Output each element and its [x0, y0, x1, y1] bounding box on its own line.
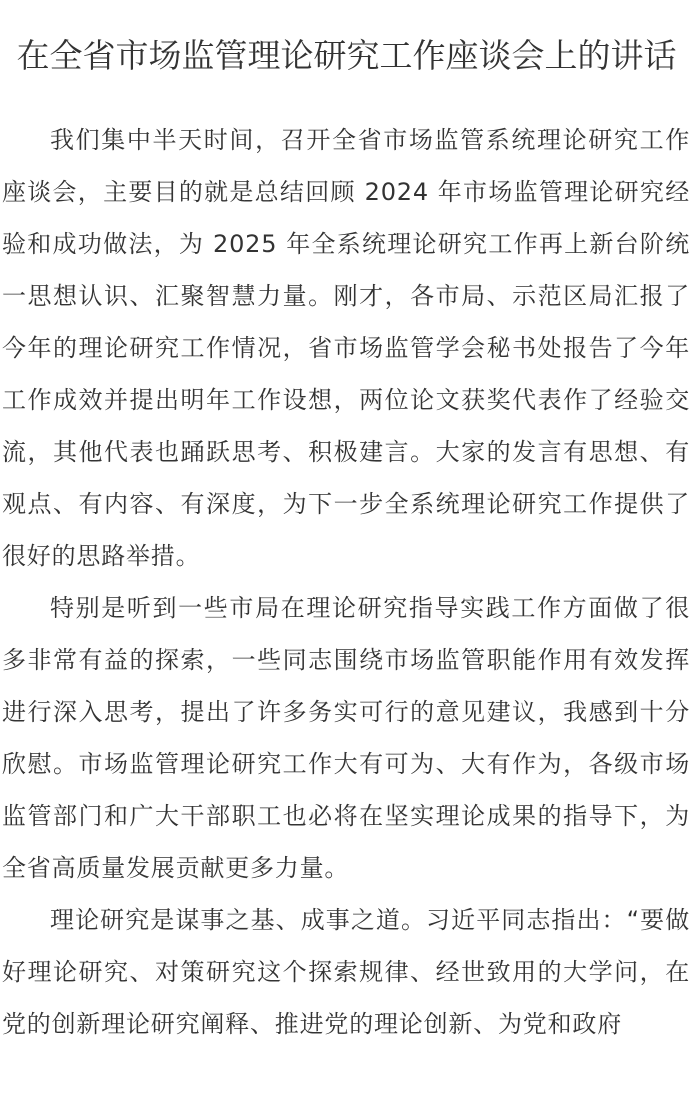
paragraph: 特别是听到一些市局在理论研究指导实践工作方面做了很多非常有益的探索，一些同志围绕市场监管职能作用有效发挥进行深入思考，提出了许多务实可行的意见建议，我感到十分欣慰。市场监管理论研究工作大有可为、大有作为，各级市场监管部门和广大干部职工也必将在坚实理论成果的指导下，为全省高质量发展贡献更多力量。 [2, 594, 690, 882]
paragraph: 我们集中半天时间，召开全省市场监管系统理论研究工作座谈会，主要目的就是总结回顾 2024 年市场监管理论研究经验和成功做法，为 2025 年全系统理论研究工作再上新台阶统一思想认识、汇聚智慧力量。刚才，各市局、示范区局汇报了今年的理论研究工作情况，省市场监管学会秘书处报告了今年工作成效并提出明年工作设想，两位论文获奖代表作了经验交流，其他代表也踊跃思考、积极建言。大家的发言有思想、有观点、有内容、有深度，为下一步全系统理论研究工作提供了很好的思路举措。 [2, 126, 690, 570]
article-body [0, 114, 693, 1050]
paragraph: 理论研究是谋事之基、成事之道。习近平同志指出：“要做好理论研究、对策研究这个探索规律、经世致用的大学问，在党的创新理论研究阐释、推进党的理论创新、为党和政府 [2, 906, 690, 1038]
page-title: 在全省市场监管理论研究工作座谈会上的讲话 [16, 36, 677, 75]
